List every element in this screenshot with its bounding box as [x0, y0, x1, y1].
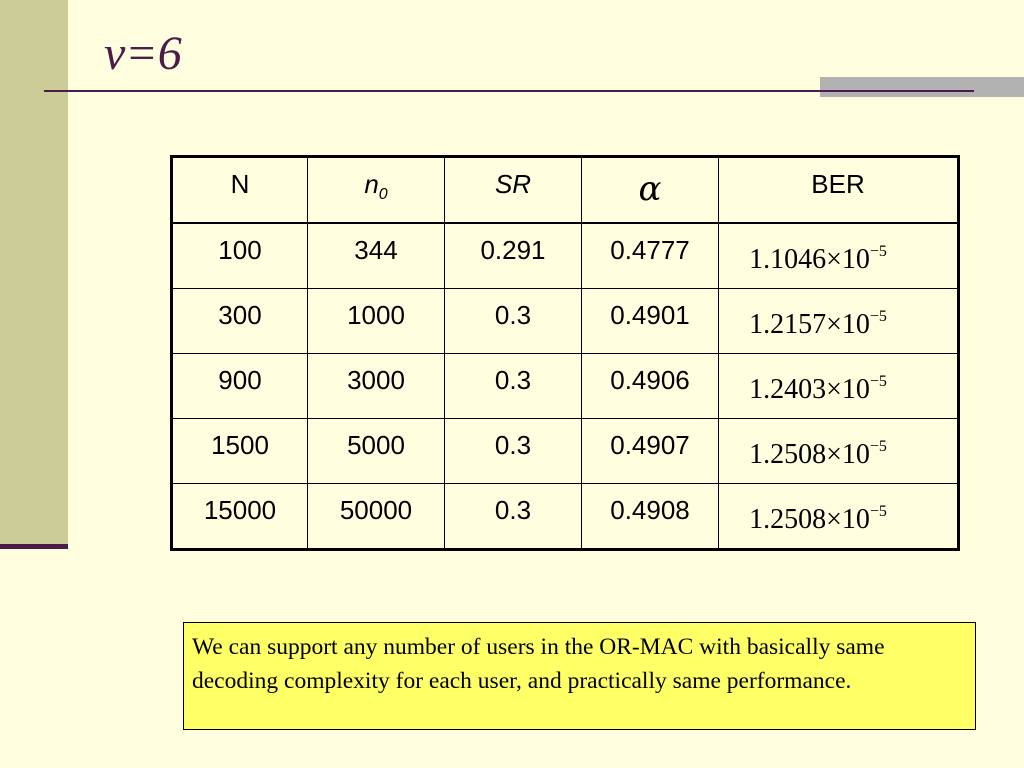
cell-ber: $1.2508\times 10^{-5}$	[719, 484, 959, 550]
cell-sr: 0.3	[445, 354, 582, 419]
cell-alpha: 0.4901	[582, 289, 719, 354]
table-header-row	[172, 157, 959, 224]
cell-ber: $1.2403\times 10^{-5}$	[719, 354, 959, 419]
slide-title: v=6	[104, 27, 182, 80]
cell-n0: 3000	[308, 354, 445, 419]
cell-ber: $1.2157\times 10^{-5}$	[719, 289, 959, 354]
table-row	[172, 223, 959, 289]
cell-n0: 1000	[308, 289, 445, 354]
table-row	[172, 289, 959, 354]
left-bar-accent-line	[0, 544, 68, 549]
title-underline-rule	[44, 90, 974, 92]
cell-sr: 0.3	[445, 484, 582, 550]
header-sr: SR	[445, 157, 582, 224]
header-n0: $n_0$	[308, 157, 445, 224]
header-ber: BER	[719, 157, 959, 224]
cell-n0: 5000	[308, 419, 445, 484]
table-row	[172, 354, 959, 419]
header-n: N	[172, 157, 308, 224]
cell-alpha: 0.4906	[582, 354, 719, 419]
results-table	[170, 155, 960, 551]
note-box: We can support any number of users in the OR-MAC with basically same decoding complexity for each user, and practically same performance.	[183, 622, 976, 730]
cell-alpha: 0.4777	[582, 223, 719, 289]
cell-sr: 0.3	[445, 289, 582, 354]
cell-n0: 344	[308, 223, 445, 289]
header-alpha: α	[582, 157, 719, 224]
cell-ber: $1.1046\times 10^{-5}$	[719, 223, 959, 289]
cell-n: 100	[172, 223, 308, 289]
cell-alpha: 0.4907	[582, 419, 719, 484]
table-row	[172, 419, 959, 484]
title-rule-gray-block	[820, 77, 1024, 97]
table-row	[172, 484, 959, 550]
cell-n: 15000	[172, 484, 308, 550]
cell-n0: 50000	[308, 484, 445, 550]
cell-n: 900	[172, 354, 308, 419]
cell-n: 300	[172, 289, 308, 354]
cell-ber: $1.2508\times 10^{-5}$	[719, 419, 959, 484]
cell-sr: 0.3	[445, 419, 582, 484]
cell-sr: 0.291	[445, 223, 582, 289]
cell-alpha: 0.4908	[582, 484, 719, 550]
left-decorative-bar	[0, 0, 68, 544]
cell-n: 1500	[172, 419, 308, 484]
